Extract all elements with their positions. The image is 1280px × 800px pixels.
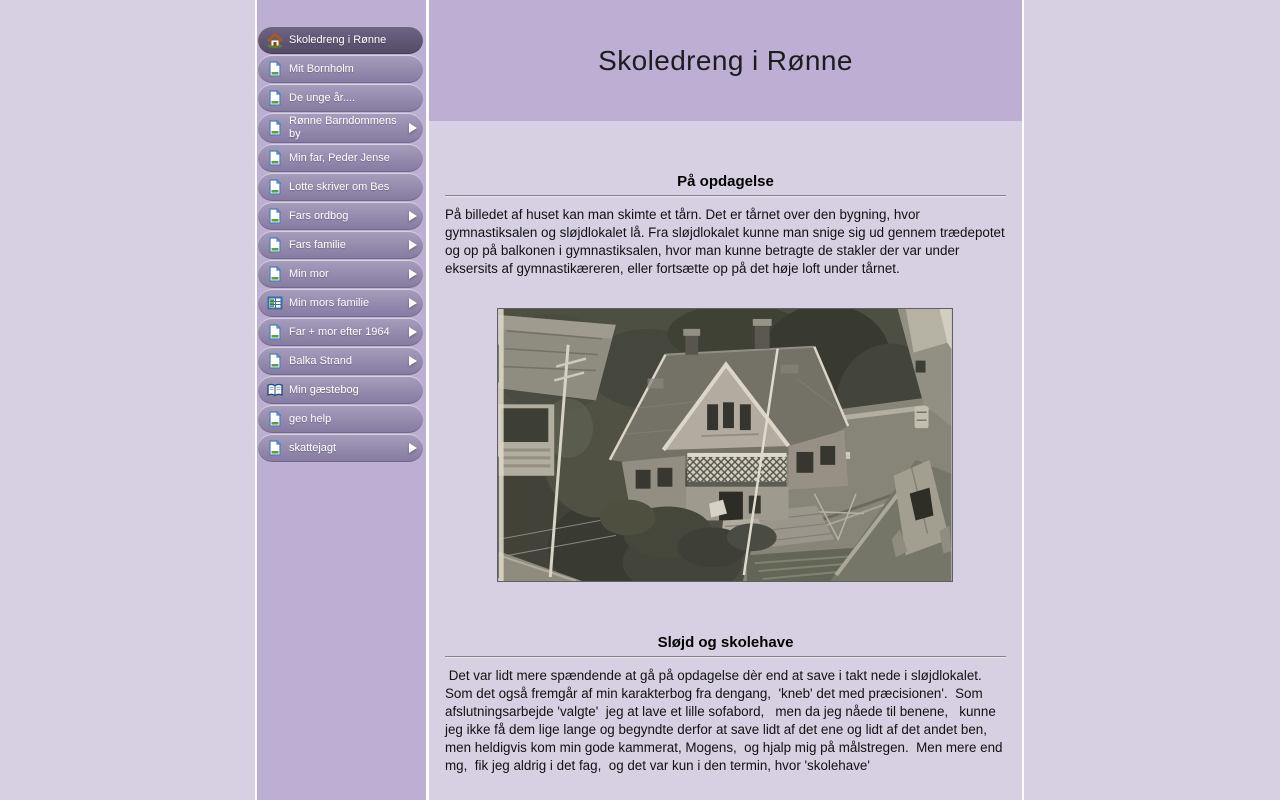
document-icon xyxy=(267,237,283,253)
sidebar-item-geo-help[interactable] xyxy=(258,405,423,433)
sidebar-item-min-far-peder-jense[interactable] xyxy=(258,144,423,172)
submenu-arrow-icon xyxy=(409,211,417,221)
menu-item-label: Fars ordbog xyxy=(289,209,349,222)
submenu-arrow-icon xyxy=(409,240,417,250)
submenu-arrow-icon xyxy=(409,443,417,453)
right-margin xyxy=(1024,0,1280,800)
submenu-arrow-icon xyxy=(409,123,417,133)
sidebar-menu xyxy=(257,0,426,462)
document-icon xyxy=(267,411,283,427)
sidebar-item-de-unge-år[interactable] xyxy=(258,84,423,112)
menu-item-label: De unge år.... xyxy=(289,91,356,104)
menu-item-label: Min mors familie xyxy=(289,296,370,309)
sidebar-item-min-mors-familie[interactable] xyxy=(258,289,423,317)
sidebar-item-rønne-barndommens-by[interactable] xyxy=(258,113,423,143)
menu-item-label: skattejagt xyxy=(289,441,337,454)
sidebar-item-lotte-skriver-om-bes[interactable] xyxy=(258,173,423,201)
submenu-arrow-icon xyxy=(409,327,417,337)
sidebar-item-fars-familie[interactable] xyxy=(258,231,423,259)
section-divider xyxy=(445,195,1006,197)
menu-item-label: Balka Strand xyxy=(289,354,352,367)
menu-item-label: Lotte skriver om Bes xyxy=(289,180,390,193)
sidebar-item-mit-bornholm[interactable] xyxy=(258,55,423,83)
menu-item-label: Min far, Peder Jense xyxy=(289,151,390,164)
sidebar-item-balka-strand[interactable] xyxy=(258,347,423,375)
menu-item-label: Min mor xyxy=(289,267,329,280)
document-icon xyxy=(267,266,283,282)
sidebar xyxy=(257,0,426,800)
page-title: Skoledreng i Rønne xyxy=(598,44,853,76)
document-icon xyxy=(267,150,283,166)
content-body xyxy=(429,121,1022,800)
left-margin xyxy=(0,0,255,800)
sidebar-item-skattejagt[interactable] xyxy=(258,434,423,462)
menu-item-label: Far + mor efter 1964 xyxy=(289,325,390,338)
sidebar-item-fars-ordbog[interactable] xyxy=(258,202,423,230)
sidebar-item-far-mor-efter-1964[interactable] xyxy=(258,318,423,346)
section-divider xyxy=(445,656,1006,658)
document-icon xyxy=(267,61,283,77)
document-icon xyxy=(267,353,283,369)
home-icon xyxy=(267,32,283,48)
menu-item-label: Fars familie xyxy=(289,238,346,251)
table-icon xyxy=(267,295,283,311)
section-heading-pa-opdagelse: På opdagelse xyxy=(677,173,774,190)
document-icon xyxy=(267,90,283,106)
document-icon xyxy=(267,324,283,340)
menu-item-label: geo help xyxy=(289,412,332,425)
submenu-arrow-icon xyxy=(409,298,417,308)
book-icon xyxy=(267,382,283,398)
menu-item-label: Skoledreng i Rønne xyxy=(289,33,387,46)
section-text-slojd-og-skolehave: Det var lidt mere spændende at gå på opdagelse dèr end at save i takt nede i sløjdlokalet. Som det også fremgår af min karakterbog fra dengang, 'kneb' det med præcisionen'. Som afslutningsarbejde 'valgte' jeg at lave et lille sofabord, men da jeg nåede til benene, kunne jeg ikke få dem lige lange og begyndte derfor at save lidt af det ene og lidt af det andet ben, men heldigvis kom min gode kammerat, Mogens, og hjalp mig på målstregen. Men mere end mg, fik jeg aldrig i det fag, og det var kun i den termin, hvor 'skolehave' xyxy=(445,668,1007,773)
document-icon xyxy=(267,208,283,224)
menu-item-label: Min gæstebog xyxy=(289,383,359,396)
submenu-arrow-icon xyxy=(409,356,417,366)
content-photo xyxy=(497,308,955,582)
document-icon xyxy=(267,120,283,136)
menu-item-label: Rønne Barndommens by xyxy=(289,115,397,140)
section-text-pa-opdagelse: På billedet af huset kan man skimte et tårn. Det er tårnet over den bygning, hvor gymnastiksalen og sløjdlokalet lå. Fra sløjdlokalet kunne man snige sig ud gennem trædepotet og op på balkonen i gymnastiksalen, hvor man kunne betragte de stakler der var under eksersits af gymnastikæreren, eller fortsætte op på det høje loft under tårnet. xyxy=(445,207,1009,276)
sidebar-item-min-gæstebog[interactable] xyxy=(258,376,423,404)
content-column xyxy=(429,0,1022,800)
sidebar-item-skoledreng-i-rønne[interactable] xyxy=(258,26,423,54)
document-icon xyxy=(267,179,283,195)
section-heading-slojd-og-skolehave: Sløjd og skolehave xyxy=(657,634,794,651)
document-icon xyxy=(267,440,283,456)
aerial-house-photo xyxy=(497,308,953,582)
menu-item-label: Mit Bornholm xyxy=(289,62,354,75)
sidebar-item-min-mor[interactable] xyxy=(258,260,423,288)
title-banner xyxy=(429,0,1022,121)
submenu-arrow-icon xyxy=(409,269,417,279)
